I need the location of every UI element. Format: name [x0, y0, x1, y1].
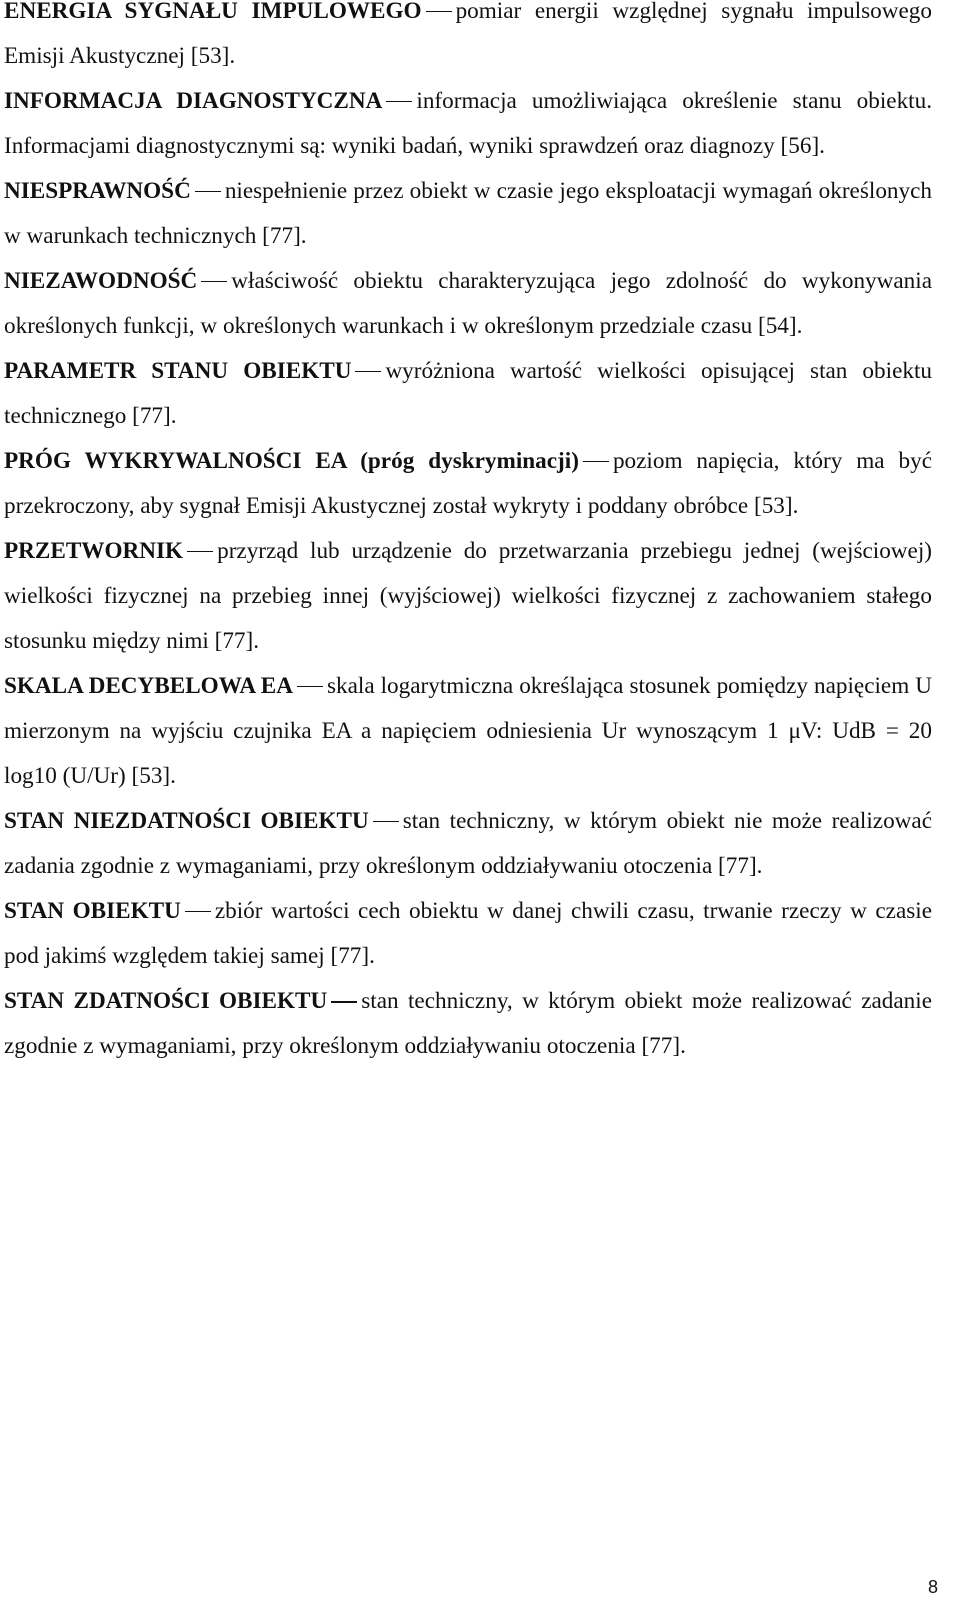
em-dash-separator: [355, 371, 381, 372]
glossary-entry: [4, 439, 932, 529]
glossary-entry: [4, 79, 932, 169]
glossary-page: [4, 0, 932, 1069]
em-dash-separator: [201, 281, 227, 282]
em-dash-separator: [386, 101, 412, 102]
glossary-term: NIEZAWODNOŚĆ: [4, 268, 198, 294]
glossary-definition: stan techniczny, w którym obiekt może realizować zadanie zgodnie z wymaganiami, przy określonym oddziaływaniu otoczenia [77].: [4, 988, 933, 1059]
glossary-term: NIESPRAWNOŚĆ: [4, 178, 191, 204]
glossary-entry: [4, 169, 932, 259]
glossary-term: STAN NIEZDATNOŚCI OBIEKTU: [4, 808, 369, 834]
glossary-entry: [4, 664, 932, 799]
glossary-definition: stan techniczny, w którym obiekt nie może realizować zadania zgodnie z wymaganiami, przy określonym oddziaływaniu otoczenia [77].: [4, 808, 932, 879]
glossary-definition: poziom napięcia, który ma być przekroczony, aby sygnał Emisji Akustycznej został wykryty i poddany obróbce [53].: [4, 448, 932, 519]
glossary-term: ENERGIA SYGNAŁU IMPULOWEGO: [4, 0, 422, 24]
glossary-definition: właściwość obiektu charakteryzująca jego zdolność do wykonywania określonych funkcji, w określonych warunkach i w określonym przedziale czasu [54].: [4, 268, 932, 339]
glossary-term: SKALA DECYBELOWA EA: [4, 673, 293, 699]
em-dash-separator: [297, 686, 323, 687]
glossary-entry: [4, 889, 932, 979]
glossary-entry: [4, 799, 932, 889]
glossary-entry: [4, 979, 932, 1069]
glossary-term: PRÓG WYKRYWALNOŚCI EA (próg dyskryminacji): [4, 448, 579, 474]
em-dash-separator: [331, 1001, 357, 1003]
glossary-term: PRZETWORNIK: [4, 538, 184, 564]
glossary-entry: [4, 529, 932, 664]
glossary-term: PARAMETR STANU OBIEKTU: [4, 358, 352, 384]
glossary-term: STAN ZDATNOŚCI OBIEKTU: [4, 988, 328, 1014]
page-number: 8: [927, 1577, 938, 1597]
glossary-entry: [4, 0, 932, 79]
em-dash-separator: [426, 11, 452, 12]
em-dash-separator: [195, 191, 221, 192]
glossary-definition: wyróżniona wartość wielkości opisującej stan obiektu technicznego [77].: [4, 358, 932, 429]
em-dash-separator: [373, 821, 399, 822]
glossary-definition: niespełnienie przez obiekt w czasie jego eksploatacji wymagań określonych w warunkach technicznych [77].: [4, 178, 932, 249]
glossary-definition: informacja umożliwiająca określenie stanu obiektu. Informacjami diagnostycznymi są: wyniki badań, wyniki sprawdzeń oraz diagnozy [56].: [4, 88, 932, 159]
em-dash-separator: [185, 911, 211, 912]
glossary-definition: skala logarytmiczna określająca stosunek pomiędzy napięciem U mierzonym na wyjściu czujnika EA a napięciem odniesienia Ur wynoszącym 1 μV: UdB = 20 log10 (U/Ur) [53].: [4, 673, 932, 789]
glossary-entry: [4, 349, 932, 439]
glossary-definition: zbiór wartości cech obiektu w danej chwili czasu, trwanie rzeczy w czasie pod jakimś względem takiej samej [77].: [4, 898, 932, 969]
glossary-term: STAN OBIEKTU: [4, 898, 181, 924]
glossary-definition: przyrząd lub urządzenie do przetwarzania przebiegu jednej (wejściowej) wielkości fizycznej na przebieg innej (wyjściowej) wielkości fizycznej z zachowaniem stałego stosunku między nimi [77].: [4, 538, 932, 654]
em-dash-separator: [583, 461, 609, 462]
glossary-term: INFORMACJA DIAGNOSTYCZNA: [4, 88, 383, 114]
em-dash-separator: [187, 551, 213, 552]
glossary-definition: pomiar energii względnej sygnału impulsowego Emisji Akustycznej [53].: [4, 0, 932, 69]
glossary-entry: [4, 259, 932, 349]
